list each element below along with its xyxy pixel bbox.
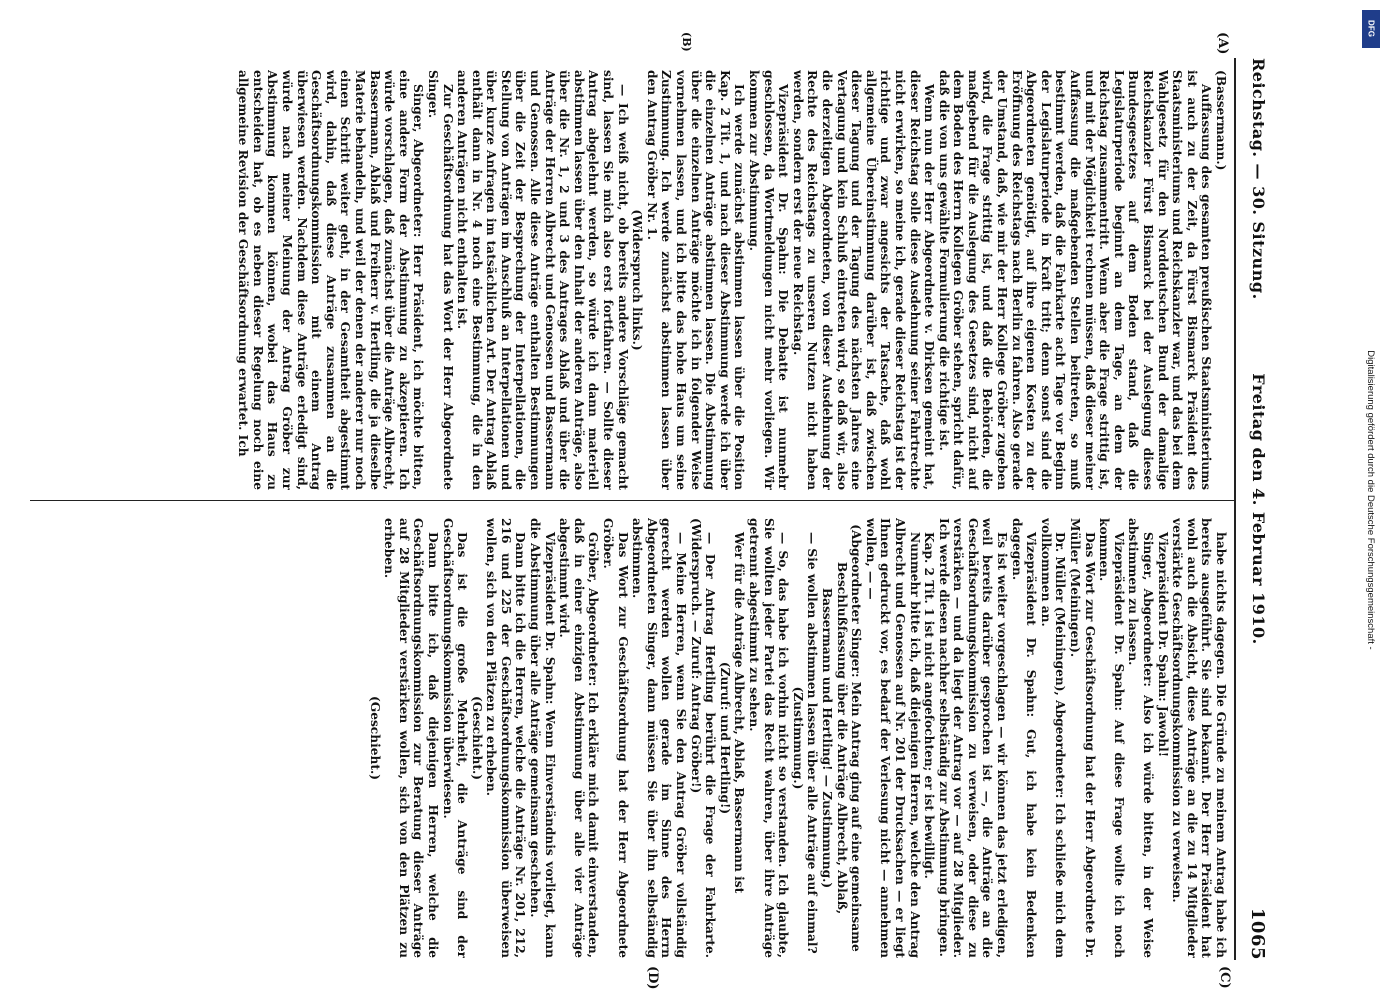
margin-mark-c: (C): [1217, 966, 1232, 989]
right-column-paragraph: Dann bitte ich, daß diejenigen Herren, welche die Geschäftsordnungskommission zur Beratung dieser Anträge auf 28 Mitglieder verstärken wollen, sich von den Plätzen zu erheben.: [382, 518, 440, 958]
right-column-paragraph: Das Wort zur Geschäftsordnung hat der Herr Abgeordnete Dr. Müller (Meiningen).: [1068, 518, 1097, 958]
right-column-paragraph: (Geschieht.): [367, 696, 382, 780]
header-date: Freitag den 4. Februar 1910.: [1249, 373, 1268, 645]
margin-mark-d: (D): [645, 966, 660, 990]
right-column-paragraph: Es ist weiter vorgeschlagen — wir können das jetzt erledigen, weil bereits darüber gesprochen ist —, die Anträge an die Geschäftsordnungskommission zu verweisen, oder diese zu verstärken — und da liegt der Antrag vor — auf 28 Mitglieder. Ich werde diesen nachher selbständig zur Abstimmung bringen.: [936, 518, 1010, 958]
right-column-paragraph: — Meine Herren, wenn Sie den Antrag Gröber vollständig gerecht werden wollen gerade im Sinne des Herrn Abgeordneten Singer, dann müssen Sie über ihn selbständig abstimmen.: [630, 518, 689, 958]
left-column-paragraph: (Bassermann.): [1214, 70, 1228, 171]
right-column-paragraph: Nunmehr bitte ich, daß diejenigen Herren, welche den Antrag Albrecht und Genossen auf Nr. 201 der Drucksachen — er liegt Ihnen gedruckt vor, es bedarf der Verlesung nicht — annehmen wollen, — —: [863, 518, 922, 958]
right-column-paragraph: (Zuruf: und Hertling!): [717, 661, 732, 815]
right-column-paragraph: Vizepräsident Dr. Spahn: Auf diese Frage wollte ich noch kommen.: [1097, 518, 1126, 958]
right-column-paragraph: (Geschieht.): [469, 696, 484, 780]
right-column-paragraph: habe nichts dagegen. Die Gründe zu meinem Antrag habe ich bereits ausgeführt. Sie sind bekannt. Der Herr Präsident hat wohl auch die Absicht, diese Anträge an die zu 14 Mitglieder verstärkte Geschäftsordnungskommission zu verweisen.: [1170, 518, 1228, 958]
margin-mark-b: (B): [680, 32, 693, 52]
left-column-paragraph: Ich werde zunächst abstimmen lassen über die Position Kap. 2 Tit. 1, und nach dieser Abstimmung werde ich über die einzelnen Anträge abstimmen lassen. Die Abstimmung über die einzelnen Anträge möchte ich in folgender Weise vornehmen lassen, und ich bitte das hohe Haus um seine Zustimmung. Ich werde zunächst abstimmen lassen über den Antrag Gröber Nr. 1.: [644, 70, 747, 490]
left-column-paragraph: Singer, Abgeordneter: Herr Präsident, ich möchte bitten, eine andere Form der Abstimmung zu akzeptieren. Ich würde vorschlagen, daß zunächst über die Anträge Albrecht, Bassermann, Ablaß und Freiherr v. Hertling, die ja dieselbe Materie behandeln, und weil der denen der anderer nur noch einen Schritt weiter geht, in der Gesamtheit abgestimmt wird, dahin, daß diese Anträge zusammen an die Geschäftsordnungskommission mit einem Antrag überwiesen werden. Nachdem diese Anträge erledigt sind, würde nach meiner Meinung der Antrag Gröber zur Abstimmung kommen können, wobei das Haus zu entscheiden hat, ob es neben dieser Regelung noch eine allgemeine Revision der Geschäftsordnung erwartet. Ich: [236, 70, 426, 490]
right-column-paragraph: Singer, Abgeordneter: Also ich würde bitten, in der Weise abstimmen zu lassen.: [1126, 518, 1156, 958]
right-column-paragraph: — Sie wollen abstimmen lassen über alle Anträge auf einmal?: [805, 532, 820, 954]
left-column-paragraph: Auffassung des gesamten preußischen Staatsministeriums ist auch zu der Zeit, da Fürst Bismarck Präsident des Staatsministeriums und Reichskanzler war, und das bei dem Wahlgesetz für den Norddeutschen Bund der damalige Reichskanzler Fürst Bismarck bei der Auslegung dieses Bundesgesetzes auf dem Boden stand, daß die Legislaturperiode beginnt an dem Tage, an dem der Reichstag zusammentritt. Wenn aber die Frage strittig ist, und mit der Möglichkeit rechnen müssen, daß dieser meiner Auffassung die maßgebenden Stellen beitreten, so muß bestimmt werden, daß die Fahrkarte acht Tage vor Beginn der Legislaturperiode in Kraft tritt; denn sonst sind die Abgeordneten genötigt, auf ihre eigenen Kosten zu der Eröffnung des Reichstags nach Berlin zu fahren. Also gerade der Umstand, daß, wie mir der Herr Kollege Gröber zugeben wird, die Frage strittig ist, und daß die Behörden, die maßgebend für die Auslegung des Gesetzes sind, nicht auf dem Boden des Herrn Kollegen Gröber stehen, spricht dafür, daß die von uns gewählte Formulierung die richtige ist.: [936, 70, 1214, 490]
page-number: 1065: [1247, 907, 1268, 960]
header-rule: [1234, 58, 1236, 960]
right-column-paragraph: Gröber, Abgeordneter: Ich erkläre mich damit einverstanden, daß in einer einzigen Abstimmung über alle vier Anträge abgestimmt wird.: [557, 518, 601, 958]
right-column-paragraph: Das Wort zur Geschäftsordnung hat der Herr Abgeordnete Gröber.: [601, 518, 630, 958]
left-column-paragraph: Vizepräsident Dr. Spahn: Die Debatte ist nunmehr geschlossen, da Wortmeldungen nicht mehr vorliegen. Wir kommen zur Abstimmung.: [747, 70, 791, 490]
right-column-paragraph: Vizepräsident Dr. Spahn: Jawohl!: [1155, 532, 1170, 758]
right-column-paragraph: Das ist die große Mehrheit, die Anträge sind der Geschäftsordnungskommission überwiesen.: [440, 518, 470, 958]
left-column-paragraph: (Widerspruch links.): [630, 209, 645, 351]
right-column-paragraph: Dr. Müller (Meiningen), Abgeordneter: Ich schließe mich dem vollkommen an.: [1038, 518, 1068, 958]
right-column-paragraph: Kap. 2 Tit. 1 ist nicht angefochten; er ist bewilligt.: [922, 532, 937, 879]
column-divider: [30, 500, 1234, 501]
right-column-paragraph: Vizepräsident Dr. Spahn: Wenn Einverständnis vorliegt, kann die Abstimmung über alle Anträge gemeinsam geschehen.: [528, 518, 557, 958]
dfg-logo: [1362, 10, 1380, 48]
digitization-credit-text: Digitalisierung gefördert durch die Deutsche Forschungsgemeinschaft -: [1365, 350, 1376, 650]
page-header: [1240, 58, 1268, 960]
right-column-paragraph: (Zustimmung.): [790, 686, 805, 790]
left-column-paragraph: — Ich weiß nicht, ob bereits andere Vorschläge gemacht sind, lassen Sie mich also erst fortfahren. — Sollte dieser Antrag abgelehnt werden, so würde ich dann materiell abstimmen lassen über den Inhalt der anderen Anträge, also über die Nr. 1, 2 und 3 des Antrages Ablaß und über die Anträge der Herren Albrecht und Genossen und Bassermann und Genossen. Alle diese Anträge enthalten Bestimmungen über die Zeit der Besprechung der Interpellationen, die Stellung von Anträgen im Anschluß an Interpellationen und über kurze Anfragen im tatsächlichen Art. Der Antrag Ablaß enthält dann in Nr. 4 noch eine Bestimmung, die in den anderen Anträgen nicht enthalten ist.: [455, 70, 630, 490]
header-session-title: Reichstag. — 30. Sitzung.: [1249, 58, 1268, 300]
right-column-paragraph: — Der Antrag Hertling berührt die Frage der Fahrkarte. (Widerspruch. — Zuruf: Antrag Gröber!): [688, 518, 718, 958]
left-column-paragraph: Zur Geschäftsordnung hat das Wort der Herr Abgeordnete Singer.: [425, 70, 455, 490]
left-column-paragraph: Wenn nun der Herr Abgeordnete v. Dirksen gemeint hat, dieser Reichstag solle diese Ausdehnung seiner Fahrtrechte nicht erwirken, so meine ich, gerade dieser Reichstag ist der richtige und zwar angesichts der Tatsache, daß wohl allgemeine Übereinstimmung darüber ist, daß zwischen dieser Tagung und der Tagung des nächsten Jahres eine Vertagung und kein Schluß eintreten wird, so daß wir, also die derzeitigen Abgeordneten, von dieser Ausdehnung der Rechte des Reichstags zu unseren Nutzen nicht haben werden, sondern erst der neue Reichstag.: [790, 70, 937, 490]
right-column-paragraph: — So, das habe ich vorhin nicht so verstanden. Ich glaubte, Sie wollten jeder Partei das Recht wahren, über ihre Anträge getrennt abgestimmt zu sehen.: [747, 518, 791, 958]
margin-mark-a: (A): [1215, 32, 1230, 55]
right-column-paragraph: Vizepräsident Dr. Spahn: Gut, ich habe kein Bedenken dagegen.: [1009, 518, 1039, 958]
left-text-column: [30, 70, 1228, 490]
right-text-column: [30, 518, 1228, 958]
dfg-logo-text: DFG: [1366, 20, 1376, 37]
right-column-paragraph: Wer für die Anträge Albrecht, Ablaß, Bassermann ist: [732, 532, 747, 894]
right-column-paragraph: Dann bitte ich die Herren, welche die Anträge Nr. 201, 212, 216 und 225 der Geschäftsordnungskommission überweisen wollen, sich von den Plätzen zu erheben.: [484, 518, 528, 958]
digitization-note: [1363, 6, 1377, 994]
right-column-paragraph: (Abgeordneter Singer: Mein Antrag ging auf eine gemeinsame Beschlußfassung über die Anträge Albrecht, Ablaß, Bassermann und Hertling! — Zustimmung.): [819, 524, 864, 952]
